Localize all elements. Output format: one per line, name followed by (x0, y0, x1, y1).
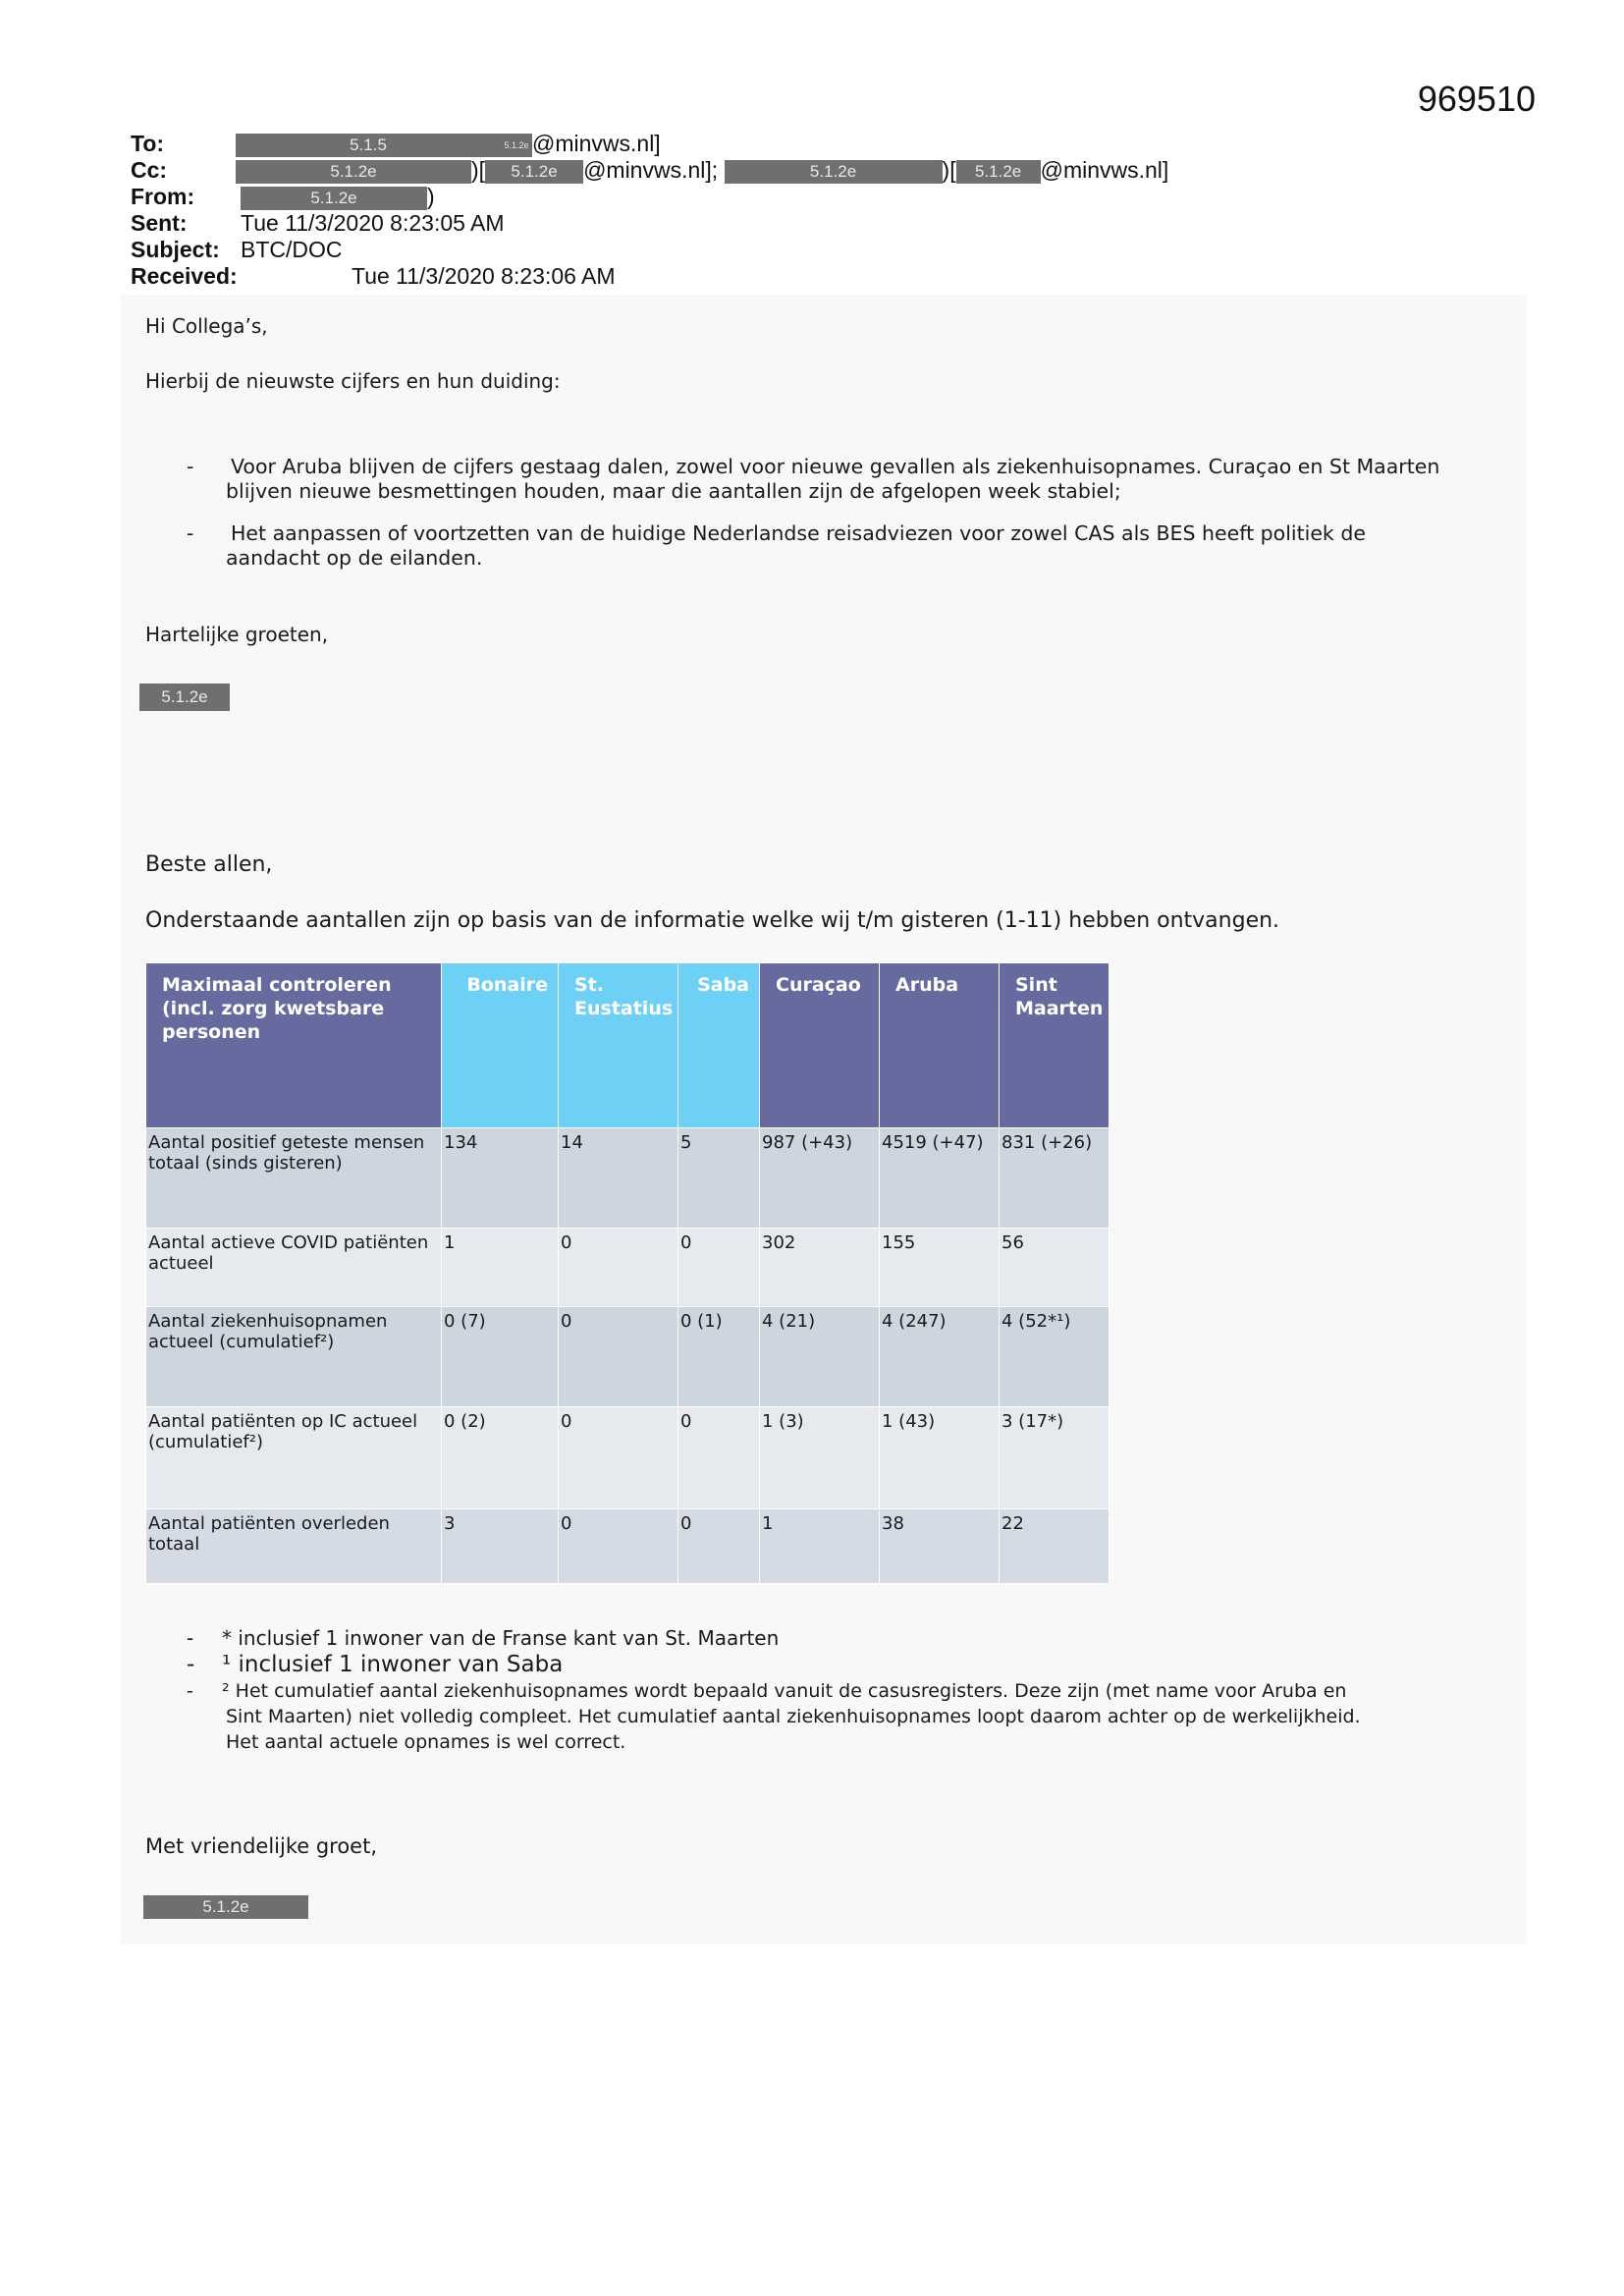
bullet-dash: - (187, 1680, 193, 1702)
table-cell: 4 (247) (880, 1307, 1000, 1407)
row-label: Aantal actieve COVID patiënten actueel (146, 1229, 442, 1307)
received-value: Tue 11/3/2020 8:23:06 AM (352, 263, 616, 289)
redaction-box: 5.1.2e (956, 160, 1041, 184)
table-cell: 38 (880, 1509, 1000, 1584)
sent-value: Tue 11/3/2020 8:23:05 AM (241, 210, 505, 236)
email1-closing: Hartelijke groeten, (145, 623, 329, 646)
from-label: From: (131, 184, 195, 209)
received-label: Received: (131, 263, 238, 289)
footnote-text-line: ² Het cumulatief aantal ziekenhuisopnames wordt bepaald vanuit de casusregisters. Deze zijn (met name voor Aruba en (222, 1680, 1347, 1702)
table-cell: 987 (+43) (760, 1128, 880, 1229)
table-header-cell: St. Eustatius (559, 963, 678, 1128)
table-cell: 0 (678, 1407, 760, 1509)
table-header-cell: Sint Maarten (1000, 963, 1110, 1128)
email-header (131, 131, 1505, 290)
table-cell: 5 (678, 1128, 760, 1229)
cc-domain-2: @minvws.nl] (1040, 157, 1169, 183)
subject-row (131, 237, 1505, 263)
from-row (131, 184, 1505, 210)
table-cell: 0 (559, 1307, 678, 1407)
redaction-box: 5.1.5 (236, 134, 501, 157)
covid-stats-table (145, 962, 1110, 1584)
footnote-3 (187, 1679, 1522, 1756)
to-value (236, 131, 661, 157)
email1-greeting: Hi Collega’s, (145, 314, 268, 338)
bullet-text-line: blijven nieuwe besmettingen houden, maar die aantallen zijn de afgelopen week stabiel; (226, 479, 1121, 503)
email1-bullet-1 (187, 455, 1502, 514)
table-row (146, 1128, 1110, 1229)
row-label: Aantal patiënten op IC actueel (cumulatief²) (146, 1407, 442, 1509)
footnote-text-line: Sint Maarten) niet volledig compleet. Het cumulatief aantal ziekenhuisopnames loopt daarom achter op de werkelijkheid. (226, 1706, 1361, 1727)
subject-label: Subject: (131, 237, 220, 262)
document-number: 969510 (1417, 79, 1536, 119)
sent-label: Sent: (131, 210, 188, 236)
table-cell: 56 (1000, 1229, 1110, 1307)
table-header-cell: Maximaal controleren (incl. zorg kwetsbare personen (146, 963, 442, 1128)
table-cell: 1 (3) (760, 1407, 880, 1509)
table-cell: 1 (442, 1229, 559, 1307)
cc-domain-1: @minvws.nl]; (583, 157, 719, 183)
bullet-dash: - (187, 1626, 194, 1650)
bullet-dash: - (187, 455, 194, 478)
bullet-dash: - (187, 521, 194, 545)
redaction-box: 5.1.2e (485, 160, 583, 184)
table-header-cell: Saba (678, 963, 760, 1128)
table-row (146, 1509, 1110, 1584)
bullet-text-line: aandacht op de eilanden. (226, 546, 483, 570)
redaction-box: 5.1.2e (501, 134, 532, 157)
to-domain: @minvws.nl] (532, 131, 661, 156)
from-value: 5.1.2e ) (241, 184, 435, 210)
bullet-text-line: Voor Aruba blijven de cijfers gestaag dalen, zowel voor nieuwe gevallen als ziekenhuisopnames. Curaçao en St Maarten (231, 455, 1440, 478)
table-cell: 302 (760, 1229, 880, 1307)
table-cell: 4519 (+47) (880, 1128, 1000, 1229)
table-cell: 0 (559, 1407, 678, 1509)
row-label: Aantal positief geteste mensen totaal (sinds gisteren) (146, 1128, 442, 1229)
table-cell: 155 (880, 1229, 1000, 1307)
email2-greeting: Beste allen, (145, 852, 273, 877)
table-header-cell: Aruba (880, 963, 1000, 1128)
table-cell: 0 (559, 1509, 678, 1584)
table-cell: 3 (17*) (1000, 1407, 1110, 1509)
table-cell: 1 (43) (880, 1407, 1000, 1509)
table-header-row (146, 963, 1110, 1128)
table-cell: 4 (21) (760, 1307, 880, 1407)
cc-value: 5.1.2e )[ 5.1.2e @minvws.nl]; 5.1.2e )[ 5.1.2e @minvws.nl] (236, 157, 1168, 184)
footnote-text: ¹ inclusief 1 inwoner van Saba (222, 1652, 564, 1677)
signature-redaction: 5.1.2e (139, 683, 230, 711)
footnote-text: * inclusief 1 inwoner van de Franse kant van St. Maarten (222, 1626, 780, 1650)
table-row (146, 1407, 1110, 1509)
to-label: To: (131, 131, 165, 156)
email2-intro: Onderstaande aantallen zijn op basis van de informatie welke wij t/m gisteren (1-11) hebben ontvangen. (145, 908, 1280, 933)
table-cell: 134 (442, 1128, 559, 1229)
table-cell: 0 (2) (442, 1407, 559, 1509)
redaction-box: 5.1.2e (241, 187, 427, 210)
table-cell: 1 (760, 1509, 880, 1584)
received-row (131, 263, 1505, 290)
table-cell: 831 (+26) (1000, 1128, 1110, 1229)
bullet-text-line: Het aanpassen of voortzetten van de huidige Nederlandse reisadviezen voor zowel CAS als BES heeft politiek de (231, 521, 1366, 545)
table-row (146, 1229, 1110, 1307)
to-row (131, 131, 1505, 157)
table-row (146, 1307, 1110, 1407)
row-label: Aantal ziekenhuisopnamen actueel (cumulatief²) (146, 1307, 442, 1407)
footnote-1 (187, 1626, 1522, 1653)
footnote-text-line: Het aantal actuele opnames is wel correct. (226, 1731, 626, 1753)
table-header-cell: Curaçao (760, 963, 880, 1128)
table-cell: 4 (52*¹) (1000, 1307, 1110, 1407)
redaction-box: 5.1.2e (725, 160, 943, 184)
footnote-2 (187, 1653, 1522, 1679)
email1-intro: Hierbij de nieuwste cijfers en hun duiding: (145, 369, 561, 393)
table-header-cell: Bonaire (442, 963, 559, 1128)
row-label: Aantal patiënten overleden totaal (146, 1509, 442, 1584)
table-cell: 0 (559, 1229, 678, 1307)
table-cell: 0 (678, 1509, 760, 1584)
table-cell: 14 (559, 1128, 678, 1229)
bullet-dash: - (187, 1652, 195, 1677)
sent-row (131, 210, 1505, 237)
signature-redaction: 5.1.2e (143, 1895, 308, 1919)
table-cell: 22 (1000, 1509, 1110, 1584)
email1-bullet-2 (187, 521, 1502, 580)
subject-value: BTC/DOC (241, 237, 343, 262)
email2-closing: Met vriendelijke groet, (145, 1834, 378, 1858)
cc-label: Cc: (131, 157, 168, 183)
table-cell: 3 (442, 1509, 559, 1584)
cc-row (131, 157, 1505, 184)
table-cell: 0 (678, 1229, 760, 1307)
table-cell: 0 (1) (678, 1307, 760, 1407)
redaction-box: 5.1.2e (236, 160, 471, 184)
table-cell: 0 (7) (442, 1307, 559, 1407)
